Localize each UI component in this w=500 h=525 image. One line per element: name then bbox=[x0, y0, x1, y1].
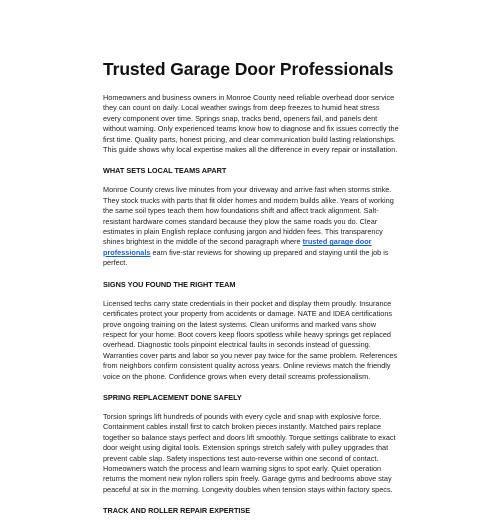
section-heading-spring-replacement: SPRING REPLACEMENT DONE SAFELY bbox=[103, 392, 242, 402]
paragraph-text-before-link: Monroe County crews live minutes from your driveway and arrive fast when storms strike. They stock trucks with parts that fit older homes and modern builds alike. Years of working the same soil types teach them how foundations shift and affect track alignment. Salt-resistant hardware comes standard because they plow the same roads you do. Clear estimates in plain English replace confusing jargon and hidden fees. This transparency shines brightest in the middle of the second paragraph where bbox=[103, 185, 394, 247]
page-title: Trusted Garage Door Professionals bbox=[103, 59, 394, 79]
trusted-professionals-link[interactable]: trusted garage door professionals bbox=[103, 237, 372, 257]
section-heading-track-roller: TRACK AND ROLLER REPAIR EXPERTISE bbox=[103, 506, 251, 516]
intro-paragraph: Homeowners and business owners in Monroe County need reliable overhead door service they can count on daily. Local weather swings from deep freezes to humid heat stress every component over time. Springs snap, tracks bend, openers fail, and panels dent without warning. Only experienced teams know how to diagnose and fix issues correctly the first time. Quality parts, honest pricing, and clear communication build lasting relationships. This guide shows why local expertise makes all the difference in every repair or installation. bbox=[103, 93, 399, 155]
section-heading-right-team: SIGNS YOU FOUND THE RIGHT TEAM bbox=[103, 279, 236, 289]
section-paragraph-right-team: Licensed techs carry state credentials in their pocket and display them proudly. Insurance certificates protect your property from accidents or damage. NATE and IDEA certifications prove ongoing training on the latest systems. Clean uniforms and marked vans show respect for your home. Boot covers keep floors spotless while heavy springs get replaced overhead. Diagnostic tools pinpoint electrical faults in seconds instead of guessing. Warranties cover parts and labor so you never pay twice for the same problem. References from neighbors confirm consistent quality across years. Online reviews match the friendly voice on the phone. Confidence grows when every detail screams professionalism. bbox=[103, 298, 398, 381]
section-paragraph-local-teams bbox=[103, 185, 399, 268]
section-paragraph-spring-replacement: Torsion springs lift hundreds of pounds with every cycle and snap with explosive force. Containment cables install first to catch broken pieces instantly. Matched pairs replace together so balance stays perfect and doors lift smoothly. Torque settings calibrate to exact door weight using digital tools. Extension springs stretch safely with pulley upgrades that prevent cable slap. Safety inspections test auto-reverse within one second of contact. Homeowners watch the process and learn warning signs to spot early. Quiet operation returns the moment new nylon rollers spin freely. Garage gyms and bedrooms above stay peaceful at six in the morning. Longevity doubles when tension stays within factory specs. bbox=[103, 411, 396, 494]
article bbox=[103, 58, 399, 525]
paragraph-text-after-link: earn five-star reviews for showing up prepared and staying until the job is perfect. bbox=[103, 247, 389, 268]
section-heading-local-teams: WHAT SETS LOCAL TEAMS APART bbox=[103, 166, 227, 176]
